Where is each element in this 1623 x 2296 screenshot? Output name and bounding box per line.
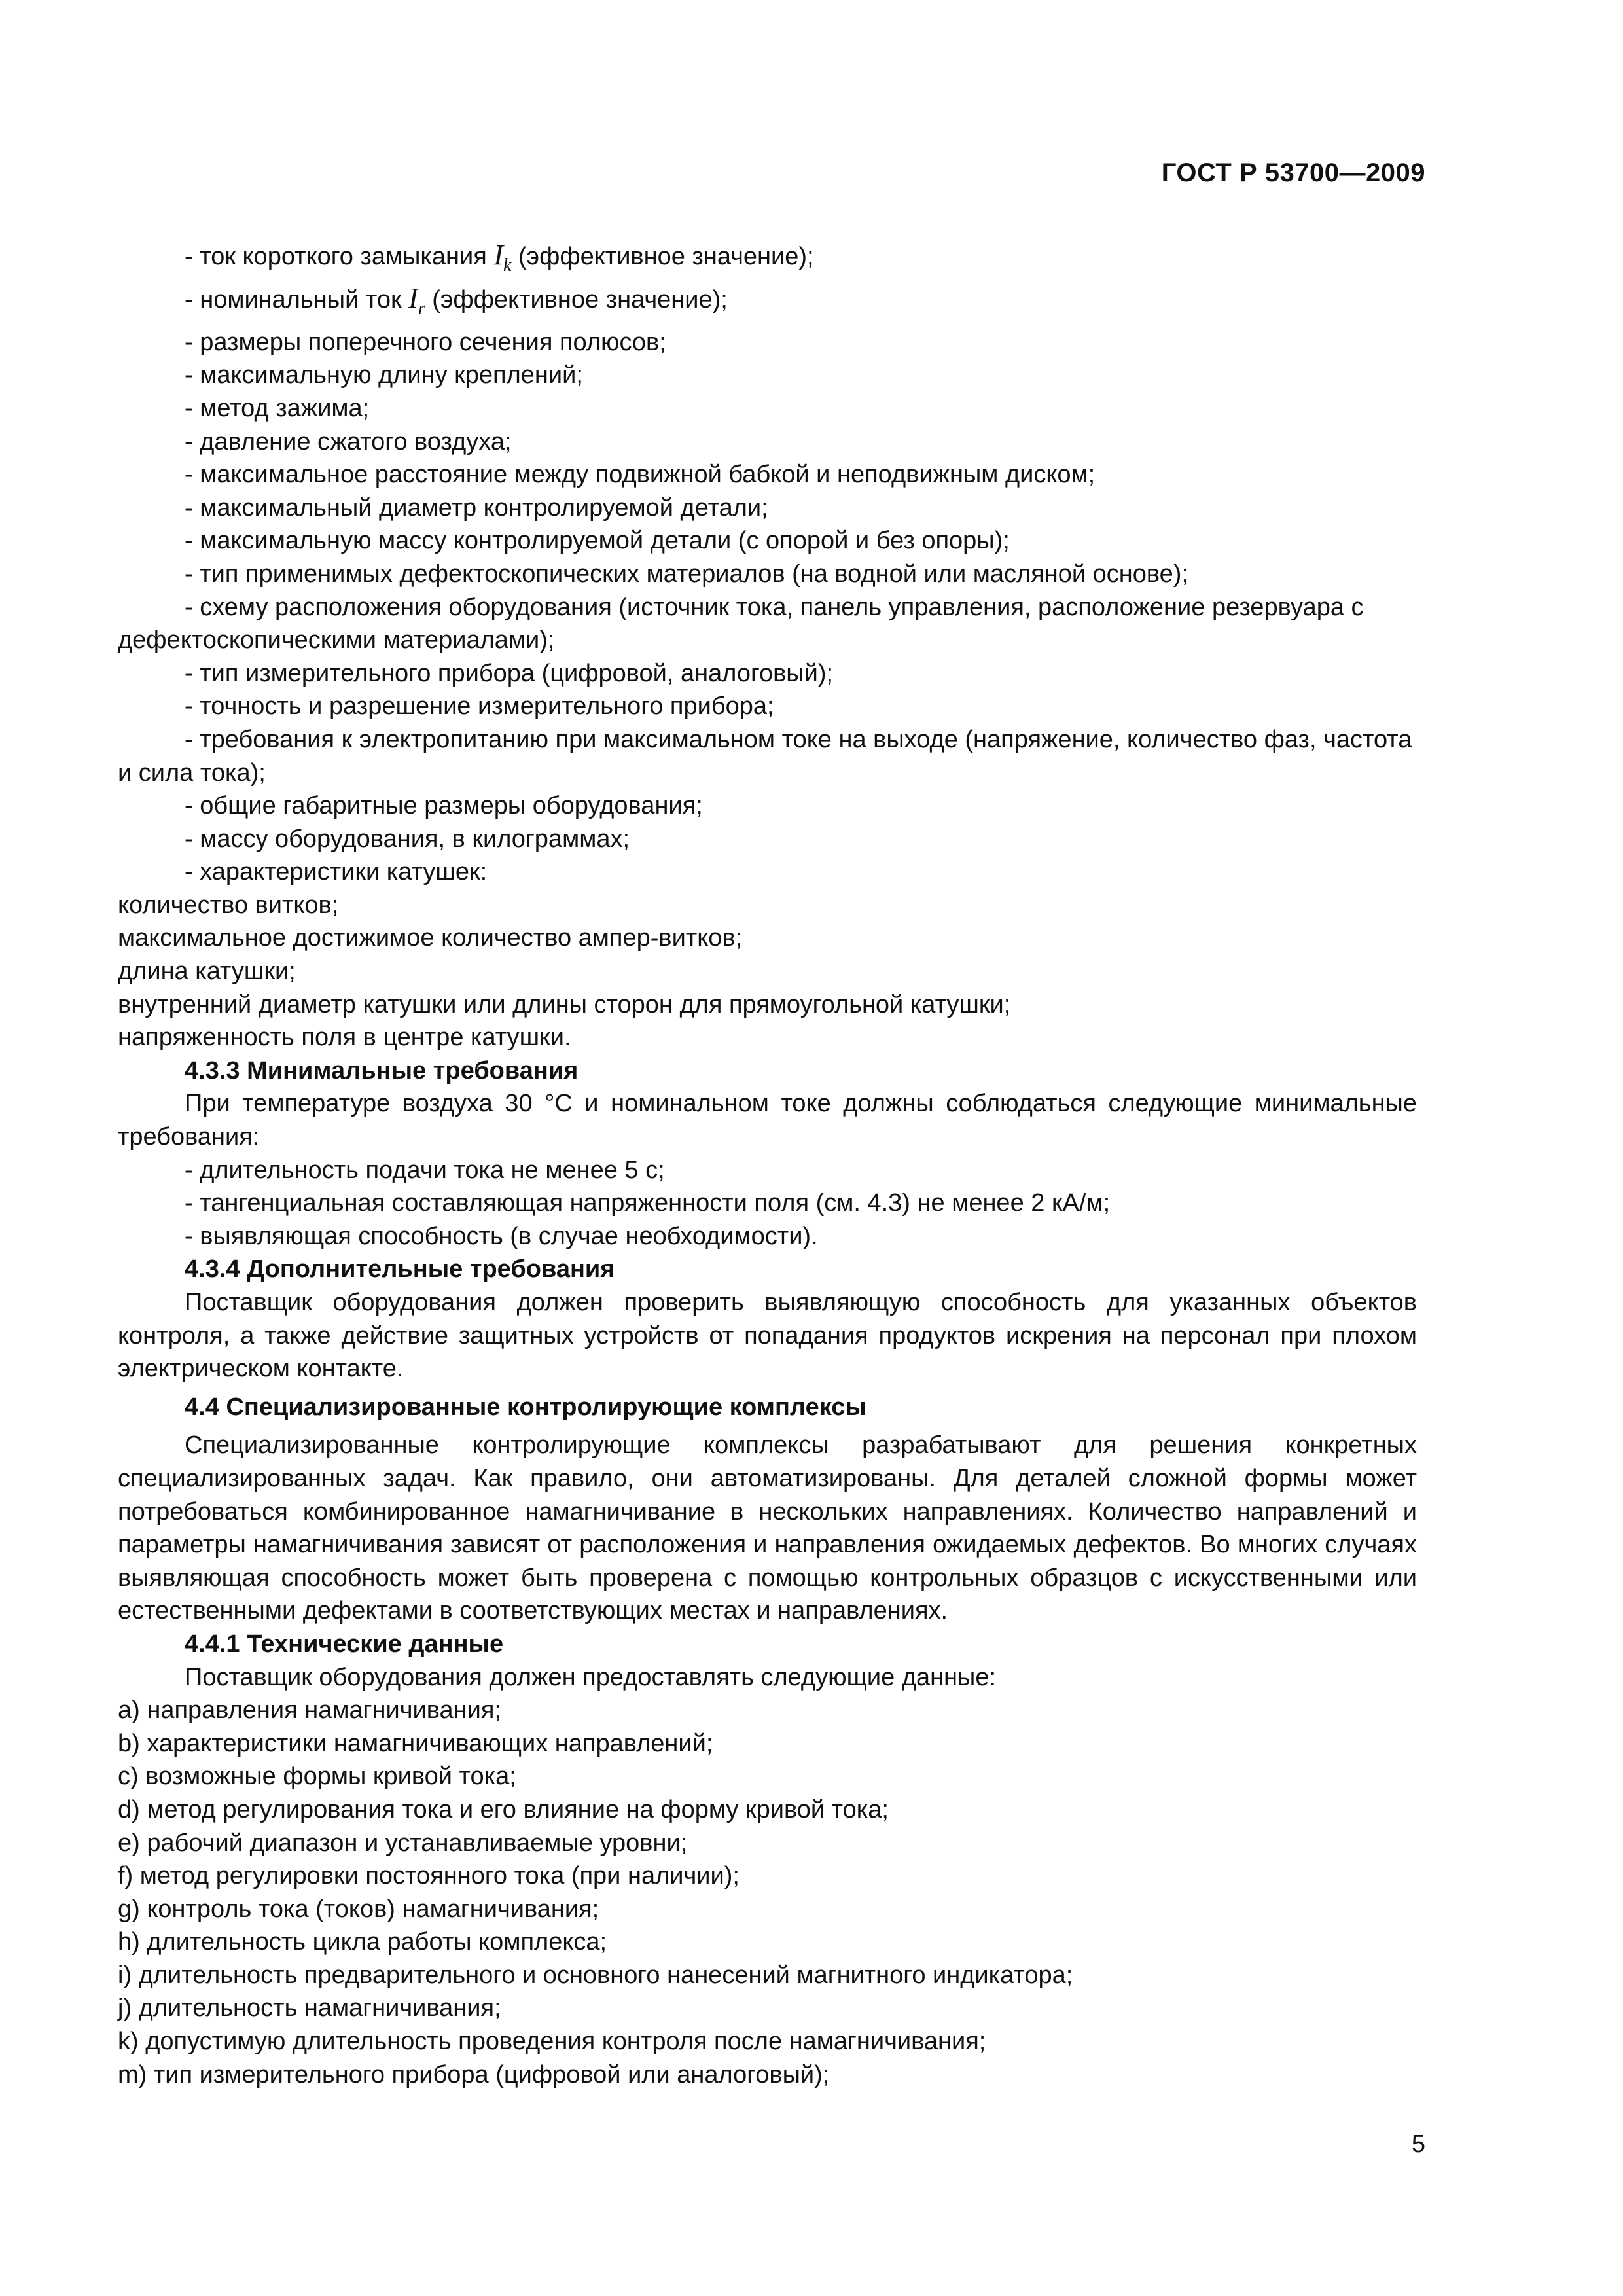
- list-item: j) длительность намагничивания;: [118, 1994, 501, 2022]
- list-item-text: - номинальный ток: [185, 286, 409, 314]
- section-4-4-heading: 4.4 Специализированные контролирующие комплексы: [185, 1393, 866, 1421]
- list-item: - максимальную длину креплений;: [185, 361, 583, 389]
- coil-characteristics-list: [118, 889, 1417, 1054]
- list-item: длина катушки;: [118, 958, 296, 986]
- list-item: - тангенциальная составляющая напряженности поля (см. 4.3) не менее 2 кА/м;: [185, 1189, 1111, 1217]
- list-item: - максимальное расстояние между подвижной бабкой и неподвижным диском;: [185, 461, 1096, 489]
- list-item: m) тип измерительного прибора (цифровой или аналоговый);: [118, 2060, 830, 2089]
- list-item: k) допустимую длительность проведения контроля после намагничивания;: [118, 2028, 986, 2056]
- list-item: количество витков;: [118, 891, 339, 919]
- symbol: I: [493, 239, 504, 271]
- current-symbol: [493, 239, 512, 276]
- list-item: d) метод регулирования тока и его влияние на форму кривой тока;: [118, 1795, 889, 1823]
- list-item: - тип измерительного прибора (цифровой, аналоговый);: [185, 659, 834, 687]
- list-item: [118, 282, 1417, 325]
- list-item: [118, 239, 1417, 282]
- list-item: - общие габаритные размеры оборудования;: [185, 792, 703, 820]
- technical-data-list: [118, 1694, 1417, 2091]
- list-item: - точность и разрешение измерительного прибора;: [185, 692, 774, 721]
- list-item: - выявляющая способность (в случае необходимости).: [185, 1222, 818, 1250]
- list-item: e) рабочий диапазон и устанавливаемые уровни;: [118, 1829, 688, 1857]
- section-4-4-paragraph: Специализированные контролирующие комплексы разрабатывают для решения конкретных специализированных задач. Как правило, они автоматизированы. Для деталей сложной формы может потребоваться комбинированное намагничивание в нескольких направлениях. Количество направлений и параметры намагничивания зависят от расположения и направления ожидаемых дефектов. Во многих случаях выявляющая способность может быть проверена с помощью контрольных образцов с искусственными или естественными дефектами в соответствующих местах и направлениях.: [118, 1431, 1417, 1625]
- section-4-3-4-paragraph: Поставщик оборудования должен проверить выявляющую способность для указанных объектов контроля, а также действие защитных устройств от попадания продуктов искрения на персонал при плохом электрическом контакте.: [118, 1289, 1417, 1383]
- minimum-requirements-list: [118, 1154, 1417, 1253]
- symbol-subscript: k: [503, 255, 512, 276]
- document-body: [118, 239, 1417, 2091]
- list-item: максимальное достижимое количество ампер-витков;: [118, 924, 743, 952]
- section-4-3-3-paragraph: При температуре воздуха 30 °С и номинальном токе должны соблюдаться следующие минимальные требования:: [118, 1090, 1417, 1151]
- list-item: - характеристики катушек:: [185, 858, 488, 886]
- list-item-text: - ток короткого замыкания: [185, 243, 494, 270]
- equipment-data-list: [118, 239, 1417, 889]
- symbol: I: [408, 282, 418, 315]
- list-item: f) метод регулировки постоянного тока (при наличии);: [118, 1862, 740, 1890]
- current-symbol: [408, 282, 425, 319]
- section-4-4-1-heading: 4.4.1 Технические данные: [185, 1630, 504, 1658]
- section-4-3-4-heading: 4.3.4 Дополнительные требования: [185, 1255, 615, 1283]
- list-item: h) длительность цикла работы комплекса;: [118, 1928, 607, 1956]
- list-item: a) направления намагничивания;: [118, 1696, 501, 1725]
- section-4-4-1-paragraph: Поставщик оборудования должен предоставлять следующие данные:: [185, 1663, 997, 1691]
- list-item: - давление сжатого воздуха;: [185, 427, 512, 456]
- document-header: ГОСТ Р 53700—2009: [1161, 158, 1425, 187]
- list-item: - максимальную массу контролируемой детали (с опорой и без опоры);: [185, 527, 1010, 555]
- list-item: - схему расположения оборудования (источник тока, панель управления, расположение резервуара с дефектоскопическими материалами);: [118, 593, 1364, 655]
- page-number: 5: [1411, 2130, 1425, 2158]
- list-item: - метод зажима;: [185, 394, 370, 422]
- list-item: - максимальный диаметр контролируемой детали;: [185, 493, 768, 522]
- list-item: b) характеристики намагничивающих направлений;: [118, 1729, 713, 1757]
- list-item-text: (эффективное значение);: [425, 286, 728, 314]
- list-item: - тип применимых дефектоскопических материалов (на водной или масляной основе);: [185, 560, 1189, 588]
- list-item: - размеры поперечного сечения полюсов;: [185, 328, 666, 356]
- list-item: - массу оборудования, в килограммах;: [185, 825, 630, 853]
- list-item: g) контроль тока (токов) намагничивания;: [118, 1895, 599, 1923]
- list-item: напряженность поля в центре катушки.: [118, 1024, 571, 1052]
- list-item-text: (эффективное значение);: [511, 243, 814, 270]
- section-4-3-3-heading: 4.3.3 Минимальные требования: [185, 1056, 579, 1085]
- list-item: i) длительность предварительного и основного нанесений магнитного индикатора;: [118, 1961, 1073, 1989]
- list-item: - длительность подачи тока не менее 5 с;: [185, 1156, 665, 1184]
- list-item: c) возможные формы кривой тока;: [118, 1763, 516, 1791]
- list-item: - требования к электропитанию при максимальном токе на выходе (напряжение, количество фаз, частота и сила тока);: [118, 725, 1412, 787]
- list-item: внутренний диаметр катушки или длины сторон для прямоугольной катушки;: [118, 990, 1011, 1018]
- symbol-subscript: r: [418, 298, 425, 319]
